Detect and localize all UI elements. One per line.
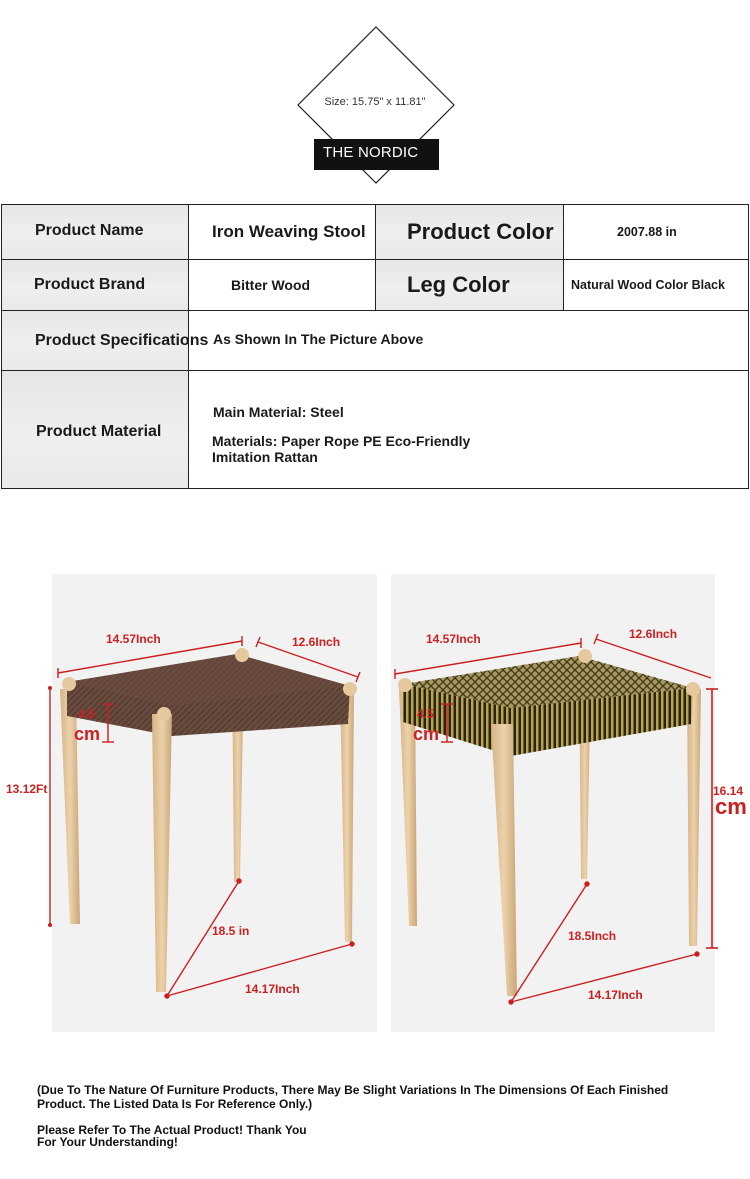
material-label: Product Material: [36, 422, 162, 440]
seat-thickness-number: 4.5: [78, 707, 95, 721]
leg-color-label-cell: [375, 259, 564, 311]
seat-thickness-number: 4.5: [417, 707, 434, 721]
product-brand-value: Bitter Wood: [231, 277, 311, 293]
diagonal-dimension: 18.5Inch: [568, 929, 617, 943]
depth-dimension: 12.6Inch: [292, 635, 341, 649]
specifications-label-cell: [1, 310, 209, 371]
product-color-label: Product Color: [407, 219, 554, 244]
product-color-value-cell: [563, 204, 749, 260]
width-dimension: 14.57Inch: [106, 632, 161, 646]
leg-color-label: Leg Color: [407, 272, 510, 297]
thanks-line-1: Please Refer To The Actual Product! Thank You: [37, 1123, 307, 1137]
product-name-value: Iron Weaving Stool: [212, 222, 366, 241]
materials-line-2: Imitation Rattan: [212, 449, 318, 465]
front-leg: [152, 714, 172, 992]
product-name-value-cell: [188, 204, 376, 260]
right-leg: [340, 689, 354, 942]
seat-thickness-unit: cm: [413, 724, 440, 744]
product-brand-value-cell: [188, 259, 376, 311]
specifications-value: As Shown In The Picture Above: [213, 330, 424, 347]
front-leg: [491, 724, 517, 996]
main-material: Main Material: Steel: [213, 404, 344, 420]
thanks-note: [37, 1124, 367, 1148]
materials-line-1: Materials: Paper Rope PE Eco-Friendly: [212, 433, 471, 449]
brown-stool-illustration: [52, 574, 377, 1032]
material-value-cell: [188, 370, 749, 489]
brand-badge: THE NORDIC: [314, 139, 439, 170]
seat-thickness-unit: cm: [74, 724, 101, 744]
brown-stool-photo: [52, 574, 377, 1032]
right-leg: [687, 689, 701, 946]
product-color-value: 2007.88 in: [617, 225, 677, 239]
leg-color-value: Natural Wood Color Black: [571, 278, 725, 292]
product-name-label: Product Name: [35, 221, 144, 239]
product-brand-label-cell: [1, 259, 189, 311]
product-brand-label: Product Brand: [34, 276, 146, 293]
material-label-cell: [1, 370, 189, 489]
product-color-label-cell: [375, 204, 564, 260]
specifications-value-cell: [188, 310, 749, 371]
base-dimension: 14.17Inch: [588, 988, 643, 1002]
size-label: Size: 15.75" x 11.81": [324, 96, 426, 108]
specifications-label: Product Specifications: [35, 331, 209, 349]
brown-stool-height-line: [46, 686, 54, 928]
diagonal-dimension: 18.5 in: [212, 924, 250, 938]
striped-stool-illustration: [391, 574, 715, 1032]
depth-dimension: 12.6Inch: [629, 627, 678, 641]
striped-stool-photo: [391, 574, 715, 1032]
product-name-label-cell: [1, 204, 189, 260]
product-spec-table: [1, 204, 749, 489]
thanks-line-2: For Your Understanding!: [37, 1135, 178, 1149]
brown-stool-height-label: 13.12Ft: [6, 782, 48, 796]
striped-stool-height-number: 16.14: [713, 784, 744, 798]
striped-stool-height-unit: cm: [715, 794, 747, 819]
base-dimension: 14.17Inch: [245, 982, 300, 996]
width-dimension: 14.57Inch: [426, 632, 481, 646]
disclaimer-note: (Due To The Nature Of Furniture Products, There May Be Slight Variations In The Dimensions Of Each Finished Product. The Listed Data Is For Reference Only.): [37, 1083, 669, 1111]
leg-color-value-cell: [563, 259, 749, 311]
